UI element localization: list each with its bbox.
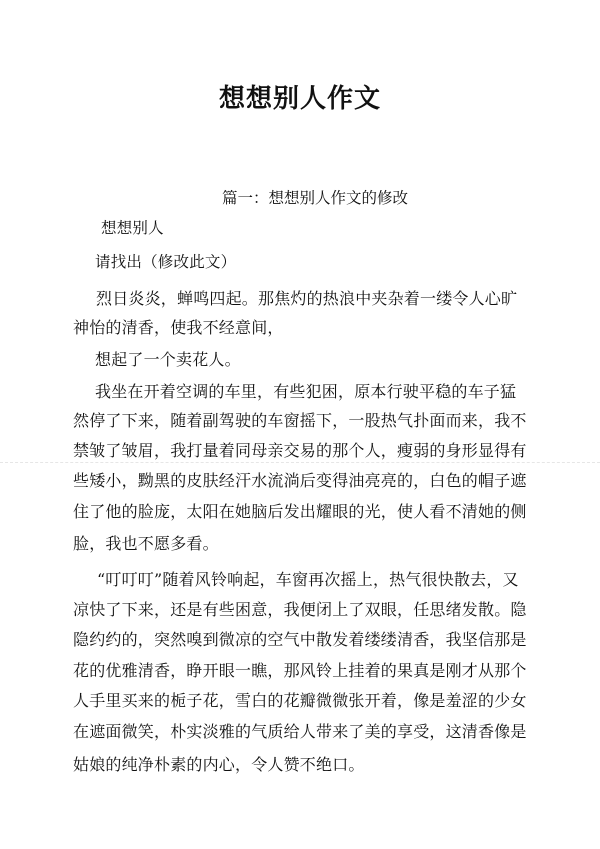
paragraph-line: 禁皱了皱眉，我打量着同母亲交易的那个人，瘦弱的身形显得有 bbox=[73, 441, 527, 460]
document-title: 想想别人作文 bbox=[218, 84, 381, 114]
page-divider bbox=[0, 462, 600, 463]
paragraph-line: 脸，我也不愿多看。 bbox=[73, 534, 219, 553]
paragraph-line: 凉快了下来，还是有些困意，我便闭上了双眼，任思绪发散。隐 bbox=[73, 600, 527, 619]
paragraph-line: 住了他的脸庞，太阳在她脑后发出耀眼的光，使人看不清她的侧 bbox=[73, 502, 527, 521]
paragraph-line: 人手里买来的栀子花，雪白的花瓣微微张开着，像是羞涩的少女 bbox=[73, 691, 527, 710]
paragraph-line: 想起了一个卖花人。 bbox=[95, 350, 241, 369]
paragraph-line: 我坐在开着空调的车里，有些犯困，原本行驶平稳的车子猛 bbox=[95, 382, 517, 401]
section-heading: 篇一：想想别人作文的修改 bbox=[221, 189, 408, 207]
paragraph-line: 在遮面微笑，朴实淡雅的气质给人带来了美的享受，这清香像是 bbox=[73, 722, 527, 741]
instruction-line: 请找出（修改此文） bbox=[95, 253, 237, 271]
paragraph-line: 烈日炎炎，蝉鸣四起。那焦灼的热浪中夹杂着一缕令人心旷 bbox=[96, 289, 518, 308]
paragraph-line: 然停了下来，随着副驾驶的车窗摇下，一股热气扑面而来，我不 bbox=[73, 411, 527, 430]
paragraph-line: 神怡的清香，使我不经意间， bbox=[73, 318, 284, 337]
paragraph-line: 姑娘的纯净朴素的内心，令人赞不绝口。 bbox=[73, 755, 365, 774]
paragraph-line: 花的优雅清香，睁开眼一瞧，那风铃上挂着的果真是刚才从那个 bbox=[73, 661, 527, 680]
paragraph-line: “叮叮叮”随着风铃响起，车窗再次摇上，热气很快散去，又 bbox=[97, 570, 519, 589]
essay-title-line: 想想别人 bbox=[101, 219, 164, 237]
paragraph-line: 隐约约的，突然嗅到微凉的空气中散发着缕缕清香，我坚信那是 bbox=[73, 630, 527, 649]
paragraph-line: 些矮小，黝黑的皮肤经汗水流淌后变得油亮亮的，白色的帽子遮 bbox=[73, 471, 527, 490]
